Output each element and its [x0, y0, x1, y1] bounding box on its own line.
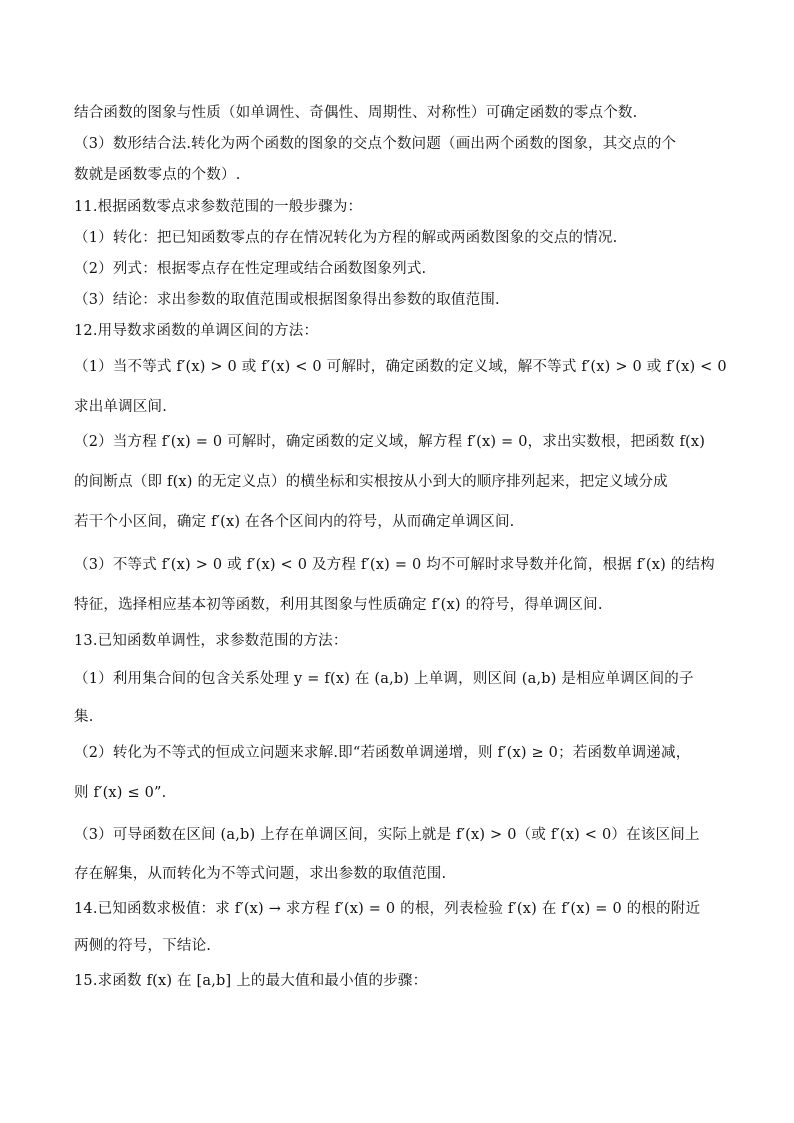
- text-line-25: 15.求函数 f(x) 在 [a,b] 上的最大值和最小值的步骤：: [74, 973, 428, 989]
- text-line-10: 求出单调区间.: [74, 399, 168, 415]
- text-line-13: 若干个小区间，确定 f′(x) 在各个区间内的符号，从而确定单调区间.: [74, 514, 515, 530]
- text-line-2: （3）数形结合法.转化为两个函数的图象的交点个数问题（画出两个函数的图象，其交点的个: [74, 136, 677, 152]
- text-line-18: 集.: [74, 709, 94, 725]
- text-line-4: 11.根据函数零点求参数范围的一般步骤为：: [74, 199, 363, 215]
- text-line-20: 则 f′(x) ≤ 0”.: [74, 785, 167, 801]
- text-line-7: （3）结论：求出参数的取值范围或根据图象得出参数的取值范围.: [74, 292, 500, 308]
- text-line-22: 存在解集，从而转化为不等式问题，求出参数的取值范围.: [74, 866, 447, 882]
- text-line-8: 12.用导数求函数的单调区间的方法：: [74, 323, 319, 339]
- text-line-1: 结合函数的图象与性质（如单调性、奇偶性、周期性、对称性）可确定函数的零点个数.: [74, 105, 638, 121]
- text-line-16: 13.已知函数单调性，求参数范围的方法：: [74, 633, 348, 649]
- text-line-12: 的间断点（即 f(x) 的无定义点）的横坐标和实根按从小到大的顺序排列起来，把定义域分成: [74, 474, 668, 490]
- text-line-6: （2）列式：根据零点存在性定理或结合函数图象列式.: [74, 261, 427, 277]
- text-line-17: （1）利用集合间的包含关系处理 y = f(x) 在 (a,b) 上单调，则区间 (a,b) 是相应单调区间的子: [74, 671, 694, 687]
- text-line-3: 数就是函数零点的个数）.: [74, 167, 241, 183]
- text-line-5: （1）转化：把已知函数零点的存在情况转化为方程的解或两函数图象的交点的情况.: [74, 230, 618, 246]
- text-line-21: （3）可导函数在区间 (a,b) 上存在单调区间，实际上就是 f′(x) > 0（或 f′(x) < 0）在该区间上: [74, 827, 700, 843]
- text-line-23: 14.已知函数求极值：求 f′(x) → 求方程 f′(x) = 0 的根，列表检验 f′(x) 在 f′(x) = 0 的根的附近: [74, 901, 701, 917]
- text-line-11: （2）当方程 f′(x) = 0 可解时，确定函数的定义域，解方程 f′(x) = 0，求出实数根，把函数 f(x): [74, 434, 706, 450]
- text-line-24: 两侧的符号，下结论.: [74, 938, 212, 954]
- text-line-9: （1）当不等式 f′(x) > 0 或 f′(x) < 0 可解时，确定函数的定义域，解不等式 f′(x) > 0 或 f′(x) < 0: [74, 359, 727, 375]
- text-line-15: 特征，选择相应基本初等函数，利用其图象与性质确定 f′(x) 的符号，得单调区间.: [74, 597, 603, 613]
- text-line-19: （2）转化为不等式的恒成立问题来求解.即“若函数单调递增，则 f′(x) ≥ 0；若函数单调递减，: [74, 745, 691, 761]
- text-line-14: （3）不等式 f′(x) > 0 或 f′(x) < 0 及方程 f′(x) = 0 均不可解时求导数并化简，根据 f′(x) 的结构: [74, 557, 715, 573]
